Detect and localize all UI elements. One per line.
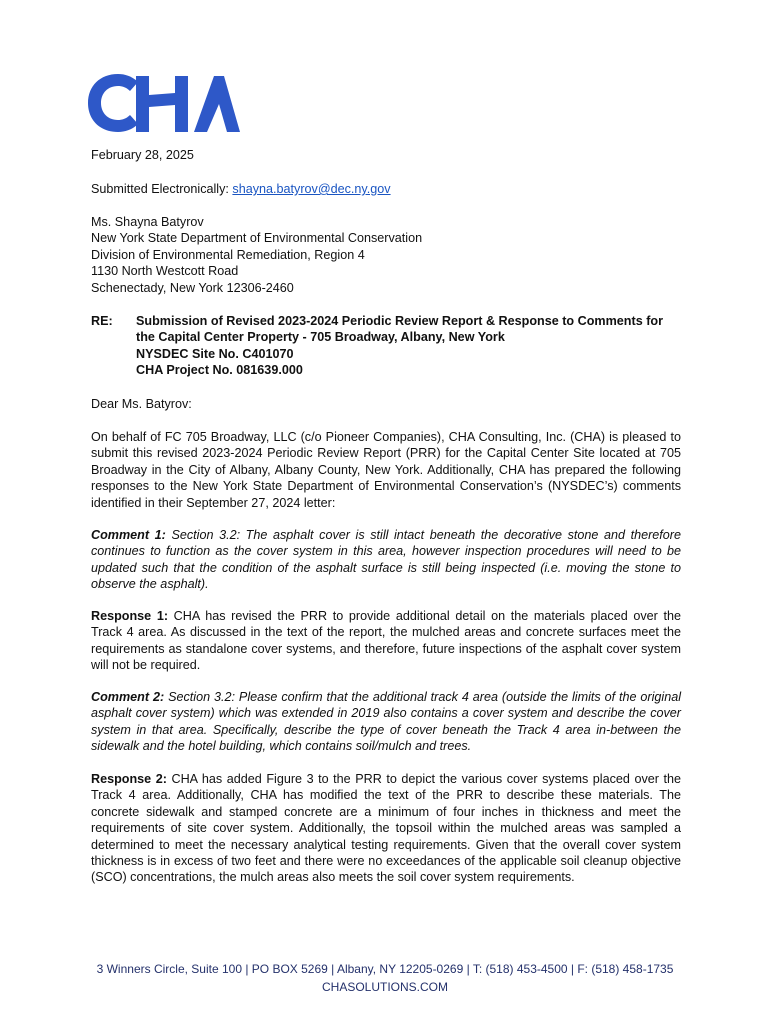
re-subject <box>136 313 681 379</box>
letter-date: February 28, 2025 <box>91 148 194 162</box>
intro-paragraph: On behalf of FC 705 Broadway, LLC (c/o Pioneer Companies), CHA Consulting, Inc. (CHA) is pleased to submit this revised 2023-2024 Periodic Review Report (PRR) for the Capital Center Site located at 705 Broadway in the City of Albany, Albany County, New York. Additionally, CHA has prepared the following responses to the New York State Department of Environmental Conservation’s (NYSDEC’s) comments identified in their September 27, 2024 letter: <box>91 430 681 510</box>
comment-2-label: Comment 2: <box>91 690 165 704</box>
recipient-city: Schenectady, New York 12306-2460 <box>91 280 294 295</box>
recipient-division: Division of Environmental Remediation, Region 4 <box>91 247 365 262</box>
comment-1-label: Comment 1: <box>91 528 166 542</box>
re-subject-line: Submission of Revised 2023-2024 Periodic Review Report & Response to Comments for the Capital Center Property - 705 Broadway, Albany, New York <box>136 314 663 345</box>
comment-2 <box>91 689 681 755</box>
footer-website: CHASOLUTIONS.COM <box>321 980 448 994</box>
response-2-text: CHA has added Figure 3 to the PRR to depict the various cover systems placed over the Track 4 area. Additionally, CHA has modified the text of the PRR to describe these materials. The concrete sidewalk and stamped concrete are a minimum of four inches in thickness and meet the requirements of site cover system. Additionally, the topsoil within the mulched areas was sampled a determined to meet the necessary analytical testing requirements. Given that the overall cover system thickness is in excess of two feet and there were no exceedances of the applicable soil cleanup objective (SCO) concentrations, the mulch areas also meets the soil cover system requirements. <box>91 772 682 885</box>
footer-address: 3 Winners Circle, Suite 100 | PO BOX 5269 | Albany, NY 12205-0269 | T: (518) 453-4500 | F: (518) 458-1735 <box>96 962 674 976</box>
comment-1-text: Section 3.2: The asphalt cover is still intact beneath the decorative stone and therefore continues to function as the cover system in this area, however inspection procedures will need to be updated such that the condition of the asphalt surface is still being inspected (i.e. moving the stone to observe the asphalt). <box>91 528 681 592</box>
re-label: RE: <box>91 314 113 328</box>
submitted-line <box>91 181 681 197</box>
recipient-name: Ms. Shayna Batyrov <box>91 215 204 229</box>
response-1-label: Response 1: <box>91 609 169 623</box>
recipient-street: 1130 North Westcott Road <box>91 264 239 279</box>
comment-1 <box>91 527 681 593</box>
response-2 <box>91 771 681 886</box>
response-1-text: CHA has revised the PRR to provide additional detail on the materials placed over the Track 4 area. As discussed in the text of the report, the mulched areas and concrete surfaces meet the requirements as standalone cover systems, and therefore, future inspections of the asphalt cover system will not be required. <box>91 609 682 673</box>
salutation: Dear Ms. Batyrov: <box>91 397 192 411</box>
cha-logo <box>86 70 240 134</box>
response-2-label: Response 2: <box>91 772 167 786</box>
comment-2-text: Section 3.2: Please confirm that the additional track 4 area (outside the limits of the original asphalt cover system) which was extended in 2019 also contains a cover system and describe the cover system in that area. Specifically, describe the type of cover beneath the Track 4 area in-between the sidewalk and the hotel building, which contains soil/mulch and trees. <box>91 690 681 754</box>
re-site-number: NYSDEC Site No. C401070 <box>136 346 294 361</box>
response-1 <box>91 608 681 674</box>
email-link[interactable]: shayna.batyrov@dec.ny.gov <box>232 182 391 196</box>
recipient-address <box>91 214 681 296</box>
submitted-label: Submitted Electronically: <box>91 182 229 196</box>
recipient-org: New York State Department of Environmental Conservation <box>91 231 423 246</box>
re-project-number: CHA Project No. 081639.000 <box>136 363 303 378</box>
